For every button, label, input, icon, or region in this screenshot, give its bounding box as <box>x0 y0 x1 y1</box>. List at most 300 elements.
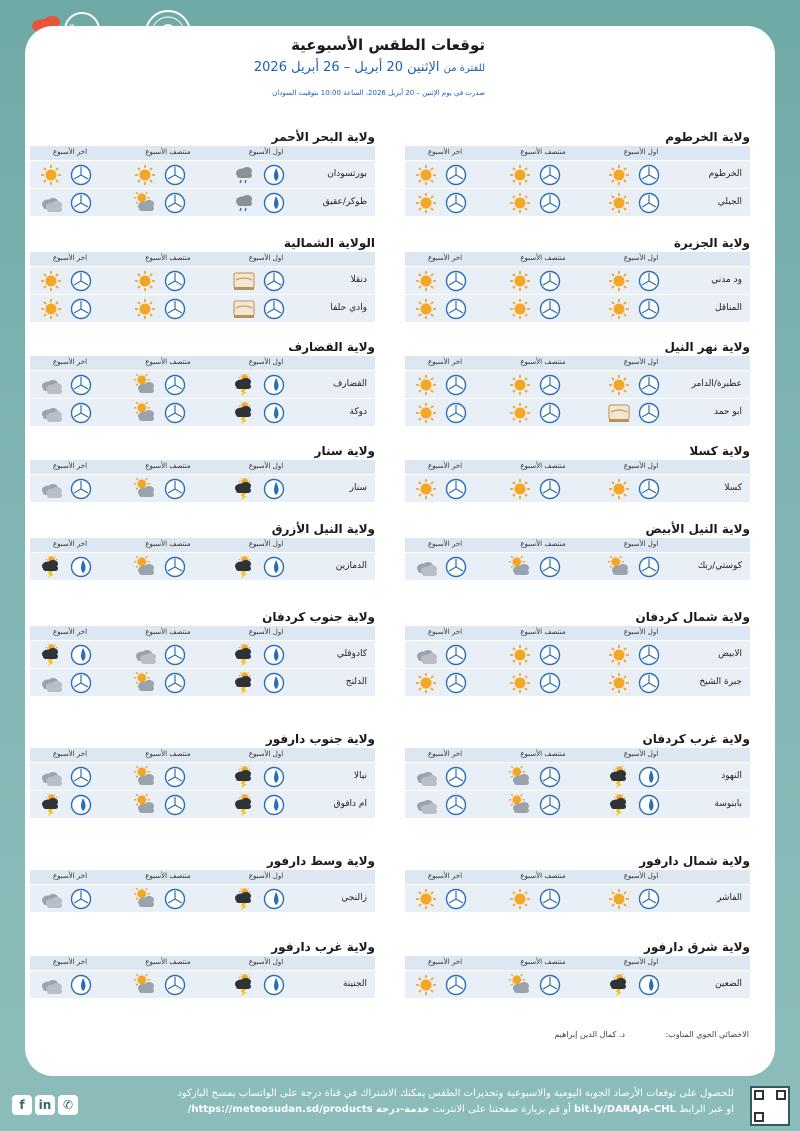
city-row <box>405 640 750 668</box>
city-row <box>30 552 375 580</box>
partly-cloudy-icon <box>509 794 531 816</box>
wind-icon <box>638 374 660 396</box>
sunny-icon <box>415 164 437 186</box>
column-label-w1: اول الأسبوع <box>623 358 659 366</box>
column-label-mid: منتصف الأسبوع <box>145 540 191 548</box>
column-label-end: اخر الأسبوع <box>52 872 88 880</box>
sunny-icon <box>415 974 437 996</box>
sunny-icon <box>509 192 531 214</box>
sunny-icon <box>608 374 630 396</box>
partly-cloudy-icon <box>134 374 156 396</box>
wind-icon <box>638 298 660 320</box>
humid-icon <box>638 974 660 996</box>
state-block <box>405 130 750 216</box>
city-row <box>405 266 750 294</box>
sunny-icon <box>134 298 156 320</box>
wind-icon <box>70 672 92 694</box>
city-name: كادوقلي <box>336 649 367 659</box>
column-label-end: اخر الأسبوع <box>427 540 463 548</box>
city-row <box>405 668 750 696</box>
humid-icon <box>263 478 285 500</box>
sunny-icon <box>509 478 531 500</box>
cloudy-icon <box>415 794 437 816</box>
sunny-icon <box>509 270 531 292</box>
city-row <box>30 188 375 216</box>
wind-icon <box>539 298 561 320</box>
partly-cloudy-icon <box>134 478 156 500</box>
column-label-mid: منتصف الأسبوع <box>520 148 566 156</box>
cloudy-icon <box>40 478 62 500</box>
state-block <box>30 610 375 696</box>
partly-cloudy-icon <box>134 766 156 788</box>
wind-icon <box>164 794 186 816</box>
sunny-icon <box>40 164 62 186</box>
state-block <box>30 236 375 322</box>
column-label-w1: اول الأسبوع <box>248 254 284 262</box>
sunny-icon <box>509 298 531 320</box>
qr-code[interactable] <box>750 1086 790 1126</box>
column-label-w1: اول الأسبوع <box>623 958 659 966</box>
wind-icon <box>638 556 660 578</box>
sunny-icon <box>608 192 630 214</box>
column-label-mid: منتصف الأسبوع <box>520 462 566 470</box>
facebook-icon[interactable]: f <box>12 1095 32 1115</box>
wind-icon <box>164 888 186 910</box>
wind-icon <box>445 644 467 666</box>
column-label-mid: منتصف الأسبوع <box>145 750 191 758</box>
wind-icon <box>445 192 467 214</box>
thunder-icon <box>233 402 255 424</box>
sunny-icon <box>415 374 437 396</box>
column-label-end: اخر الأسبوع <box>52 462 88 470</box>
wind-icon <box>263 298 285 320</box>
sunny-icon <box>509 164 531 186</box>
thunder-icon <box>233 374 255 396</box>
humid-icon <box>263 374 285 396</box>
state-name: ولاية غرب كردفان <box>642 732 750 746</box>
city-row <box>405 790 750 818</box>
wind-icon <box>638 192 660 214</box>
city-name: كسلا <box>724 483 742 493</box>
column-header <box>405 356 750 370</box>
city-name: الابيض <box>718 649 742 659</box>
wind-icon <box>70 374 92 396</box>
humid-icon <box>263 644 285 666</box>
column-header <box>30 356 375 370</box>
wind-icon <box>539 974 561 996</box>
wind-icon <box>539 672 561 694</box>
wind-icon <box>445 402 467 424</box>
state-block <box>405 444 750 502</box>
column-header <box>30 146 375 160</box>
wind-icon <box>263 270 285 292</box>
city-name: وادي حلفا <box>330 303 367 313</box>
period-value: الإثنين 20 أبريل – 26 أبريل 2026 <box>253 60 440 75</box>
city-row <box>30 640 375 668</box>
column-header <box>30 626 375 640</box>
state-block <box>30 854 375 912</box>
social-links <box>12 1094 81 1115</box>
thunder-icon <box>608 794 630 816</box>
wind-icon <box>164 298 186 320</box>
state-name: ولاية وسط دارفور <box>266 854 375 868</box>
wind-icon <box>70 298 92 320</box>
state-block <box>405 522 750 580</box>
column-label-end: اخر الأسبوع <box>52 628 88 636</box>
humid-icon <box>70 556 92 578</box>
wind-icon <box>164 556 186 578</box>
column-label-w1: اول الأسبوع <box>623 540 659 548</box>
column-label-w1: اول الأسبوع <box>248 872 284 880</box>
humid-icon <box>638 794 660 816</box>
column-label-mid: منتصف الأسبوع <box>145 148 191 156</box>
sunny-icon <box>509 402 531 424</box>
state-name: الولاية الشمالية <box>283 236 375 250</box>
sunny-icon <box>608 888 630 910</box>
column-label-mid: منتصف الأسبوع <box>520 540 566 548</box>
wind-icon <box>539 270 561 292</box>
column-label-w1: اول الأسبوع <box>623 628 659 636</box>
wind-icon <box>445 794 467 816</box>
sunny-icon <box>608 298 630 320</box>
wind-icon <box>70 402 92 424</box>
city-name: النهود <box>721 771 742 781</box>
humid-icon <box>263 672 285 694</box>
column-label-end: اخر الأسبوع <box>52 148 88 156</box>
partly-cloudy-icon <box>509 974 531 996</box>
column-label-end: اخر الأسبوع <box>52 254 88 262</box>
footer-line1: للحصول على توقعات الأرصاد الجوية اليومية والاسبوعية وتحذيرات الطقس يمكنك الاشتراك في قناة درجة على الواتساب بمسح الباركود <box>177 1088 734 1099</box>
column-header <box>405 460 750 474</box>
thunder-icon <box>608 766 630 788</box>
state-block <box>405 732 750 818</box>
state-block <box>30 940 375 998</box>
column-header <box>405 146 750 160</box>
partly-cloudy-icon <box>134 556 156 578</box>
wind-icon <box>445 270 467 292</box>
column-label-w1: اول الأسبوع <box>248 628 284 636</box>
sunny-icon <box>509 374 531 396</box>
column-label-mid: منتصف الأسبوع <box>145 628 191 636</box>
wind-icon <box>638 644 660 666</box>
footer-daraja-link[interactable]: خدمة-درجة <box>375 1104 430 1115</box>
column-label-mid: منتصف الأسبوع <box>520 750 566 758</box>
column-label-end: اخر الأسبوع <box>427 148 463 156</box>
column-label-mid: منتصف الأسبوع <box>520 254 566 262</box>
sunny-icon <box>415 402 437 424</box>
wind-icon <box>539 374 561 396</box>
column-label-mid: منتصف الأسبوع <box>520 958 566 966</box>
state-block <box>30 340 375 426</box>
partly-cloudy-icon <box>134 192 156 214</box>
humid-icon <box>263 766 285 788</box>
state-name: ولاية نهر النيل <box>664 340 750 354</box>
humid-icon <box>638 766 660 788</box>
city-name: دنقلا <box>350 275 367 285</box>
humid-icon <box>263 888 285 910</box>
column-label-end: اخر الأسبوع <box>427 358 463 366</box>
city-name: بورتسودان <box>327 169 367 179</box>
state-name: ولاية غرب دارفور <box>271 940 375 954</box>
city-name: الجنينة <box>342 979 367 989</box>
humid-icon <box>263 192 285 214</box>
sunny-icon <box>415 192 437 214</box>
thunder-icon <box>40 644 62 666</box>
sunny-icon <box>608 672 630 694</box>
state-block <box>405 236 750 322</box>
column-label-w1: اول الأسبوع <box>248 462 284 470</box>
wind-icon <box>445 974 467 996</box>
state-name: ولاية سنار <box>314 444 375 458</box>
wind-icon <box>164 270 186 292</box>
column-label-w1: اول الأسبوع <box>623 462 659 470</box>
dust-icon <box>608 402 630 424</box>
city-row <box>30 266 375 294</box>
wind-icon <box>445 672 467 694</box>
column-label-end: اخر الأسبوع <box>52 958 88 966</box>
footer <box>0 1082 800 1131</box>
column-label-mid: منتصف الأسبوع <box>145 358 191 366</box>
city-name: القضارف <box>332 379 367 389</box>
partly-cloudy-icon <box>608 556 630 578</box>
cloudy-icon <box>40 888 62 910</box>
thunder-icon <box>233 556 255 578</box>
wind-icon <box>638 164 660 186</box>
footer-line2 <box>188 1104 734 1115</box>
city-name: سنار <box>349 483 367 493</box>
wind-icon <box>164 478 186 500</box>
partly-cloudy-icon <box>134 974 156 996</box>
column-label-end: اخر الأسبوع <box>52 750 88 758</box>
footer-channel-link[interactable]: bit.ly/DARAJA-CHL <box>574 1104 676 1115</box>
wind-icon <box>70 164 92 186</box>
state-block <box>30 130 375 216</box>
wind-icon <box>539 644 561 666</box>
column-header <box>405 748 750 762</box>
linkedin-icon[interactable]: in <box>35 1095 55 1115</box>
column-label-w1: اول الأسبوع <box>248 958 284 966</box>
issued-text: صدرت في يوم الإثنين – 20 أبريل 2026، الساعة 10:00 بتوقيت السودان <box>272 89 485 97</box>
city-row <box>405 188 750 216</box>
column-label-end: اخر الأسبوع <box>52 358 88 366</box>
column-header <box>30 252 375 266</box>
wind-icon <box>638 672 660 694</box>
city-row <box>30 294 375 322</box>
sunny-icon <box>608 478 630 500</box>
state-name: ولاية القضارف <box>288 340 375 354</box>
column-label-w1: اول الأسبوع <box>623 148 659 156</box>
partly-cloudy-icon <box>509 556 531 578</box>
city-name: الفاشر <box>716 893 742 903</box>
column-header <box>405 956 750 970</box>
city-row <box>405 970 750 998</box>
humid-icon <box>263 974 285 996</box>
city-row <box>405 294 750 322</box>
wind-icon <box>539 794 561 816</box>
sunny-icon <box>509 644 531 666</box>
thunder-icon <box>233 766 255 788</box>
sunny-icon <box>415 298 437 320</box>
cloudy-icon <box>415 766 437 788</box>
state-name: ولاية شمال دارفور <box>639 854 750 868</box>
state-name: ولاية جنوب دارفور <box>265 732 375 746</box>
city-name: الدمازين <box>335 561 367 571</box>
column-header <box>30 956 375 970</box>
sunny-icon <box>509 672 531 694</box>
footer-visit: أو قم بزيارة صفحتنا على الانترنت <box>432 1104 571 1115</box>
state-block <box>405 940 750 998</box>
column-header <box>405 252 750 266</box>
partly-cloudy-icon <box>134 794 156 816</box>
wind-icon <box>539 478 561 500</box>
sunny-icon <box>415 270 437 292</box>
city-name: جبرة الشيخ <box>699 677 742 687</box>
wind-icon <box>539 888 561 910</box>
column-header <box>30 870 375 884</box>
state-block <box>405 610 750 696</box>
cloudy-icon <box>40 374 62 396</box>
period-label: للفترة من <box>443 63 485 74</box>
state-name: ولاية شمال كردفان <box>635 610 750 624</box>
cloudy-icon <box>40 192 62 214</box>
column-label-end: اخر الأسبوع <box>427 628 463 636</box>
sunny-icon <box>608 164 630 186</box>
wind-icon <box>164 766 186 788</box>
city-name: بابنوسة <box>714 799 742 809</box>
column-label-mid: منتصف الأسبوع <box>145 872 191 880</box>
forecaster-name: د. كمال الدين إبراهيم <box>554 1030 625 1039</box>
thunder-icon <box>40 794 62 816</box>
sunny-icon <box>40 270 62 292</box>
humid-icon <box>263 556 285 578</box>
wind-icon <box>539 556 561 578</box>
thunder-icon <box>233 888 255 910</box>
sunny-icon <box>134 270 156 292</box>
city-name: الضعين <box>715 979 742 989</box>
state-name: ولاية شرق دارفور <box>644 940 750 954</box>
city-row <box>30 790 375 818</box>
wind-icon <box>638 270 660 292</box>
city-name: عطبرة/الدامر <box>691 379 742 389</box>
wind-icon <box>539 402 561 424</box>
humid-icon <box>70 794 92 816</box>
city-name: كوستي/ربك <box>697 561 742 571</box>
city-row <box>30 668 375 696</box>
state-block <box>30 522 375 580</box>
wind-icon <box>164 164 186 186</box>
city-name: ابو حمد <box>713 407 742 417</box>
wind-icon <box>539 164 561 186</box>
wind-icon <box>164 402 186 424</box>
thunder-icon <box>233 644 255 666</box>
partly-cloudy-icon <box>134 402 156 424</box>
sunny-icon <box>415 888 437 910</box>
state-block <box>405 340 750 426</box>
wind-icon <box>164 672 186 694</box>
city-name: الجبلي <box>717 197 742 207</box>
column-label-mid: منتصف الأسبوع <box>520 872 566 880</box>
column-header <box>30 748 375 762</box>
column-label-w1: اول الأسبوع <box>623 254 659 262</box>
title-block <box>254 36 485 97</box>
column-label-mid: منتصف الأسبوع <box>145 958 191 966</box>
column-header <box>30 538 375 552</box>
thunder-icon <box>40 556 62 578</box>
city-row <box>30 160 375 188</box>
state-name: ولاية النيل الأبيض <box>645 522 750 536</box>
wind-icon <box>638 888 660 910</box>
column-label-end: اخر الأسبوع <box>427 462 463 470</box>
wind-icon <box>445 478 467 500</box>
column-label-w1: اول الأسبوع <box>248 148 284 156</box>
city-row <box>405 398 750 426</box>
column-label-end: اخر الأسبوع <box>427 958 463 966</box>
wind-icon <box>638 402 660 424</box>
wind-icon <box>445 164 467 186</box>
cloudy-icon <box>40 766 62 788</box>
state-block <box>405 854 750 912</box>
city-row <box>30 970 375 998</box>
partly-cloudy-icon <box>134 888 156 910</box>
sunny-icon <box>415 672 437 694</box>
state-block <box>30 444 375 502</box>
wind-icon <box>445 298 467 320</box>
city-row <box>405 370 750 398</box>
column-label-w1: اول الأسبوع <box>248 750 284 758</box>
footer-via-link: او عبر الرابط <box>679 1104 734 1115</box>
city-name: الدلنج <box>345 677 367 687</box>
wind-icon <box>70 478 92 500</box>
state-name: ولاية جنوب كردفان <box>262 610 375 624</box>
state-name: ولاية النيل الأزرق <box>271 522 375 536</box>
city-row <box>405 552 750 580</box>
wind-icon <box>539 192 561 214</box>
wind-icon <box>70 192 92 214</box>
humid-icon <box>263 402 285 424</box>
wind-icon <box>70 270 92 292</box>
wind-icon <box>445 766 467 788</box>
thunder-icon <box>233 672 255 694</box>
column-label-mid: منتصف الأسبوع <box>520 358 566 366</box>
city-name: المناقل <box>714 303 742 313</box>
city-row <box>30 370 375 398</box>
city-row <box>405 884 750 912</box>
column-label-w1: اول الأسبوع <box>248 358 284 366</box>
city-name: الخرطوم <box>708 169 742 179</box>
state-name: ولاية كسلا <box>689 444 750 458</box>
state-name: ولاية البحر الأحمر <box>271 130 375 144</box>
cloudy-icon <box>415 556 437 578</box>
partly-cloudy-icon <box>134 672 156 694</box>
footer-url[interactable]: https://meteosudan.sd/products/ <box>187 1104 373 1115</box>
column-label-end: اخر الأسبوع <box>427 872 463 880</box>
sunny-icon <box>134 164 156 186</box>
city-row <box>405 762 750 790</box>
humid-icon <box>263 164 285 186</box>
city-row <box>30 474 375 502</box>
dust-icon <box>233 270 255 292</box>
city-name: ود مدني <box>711 275 742 285</box>
city-row <box>30 398 375 426</box>
city-name: نيالا <box>353 771 367 781</box>
column-label-end: اخر الأسبوع <box>427 750 463 758</box>
cloudy-icon <box>40 974 62 996</box>
wind-icon <box>70 888 92 910</box>
whatsapp-icon[interactable]: ✆ <box>58 1095 78 1115</box>
humid-icon <box>70 974 92 996</box>
wind-icon <box>445 374 467 396</box>
wind-icon <box>638 478 660 500</box>
